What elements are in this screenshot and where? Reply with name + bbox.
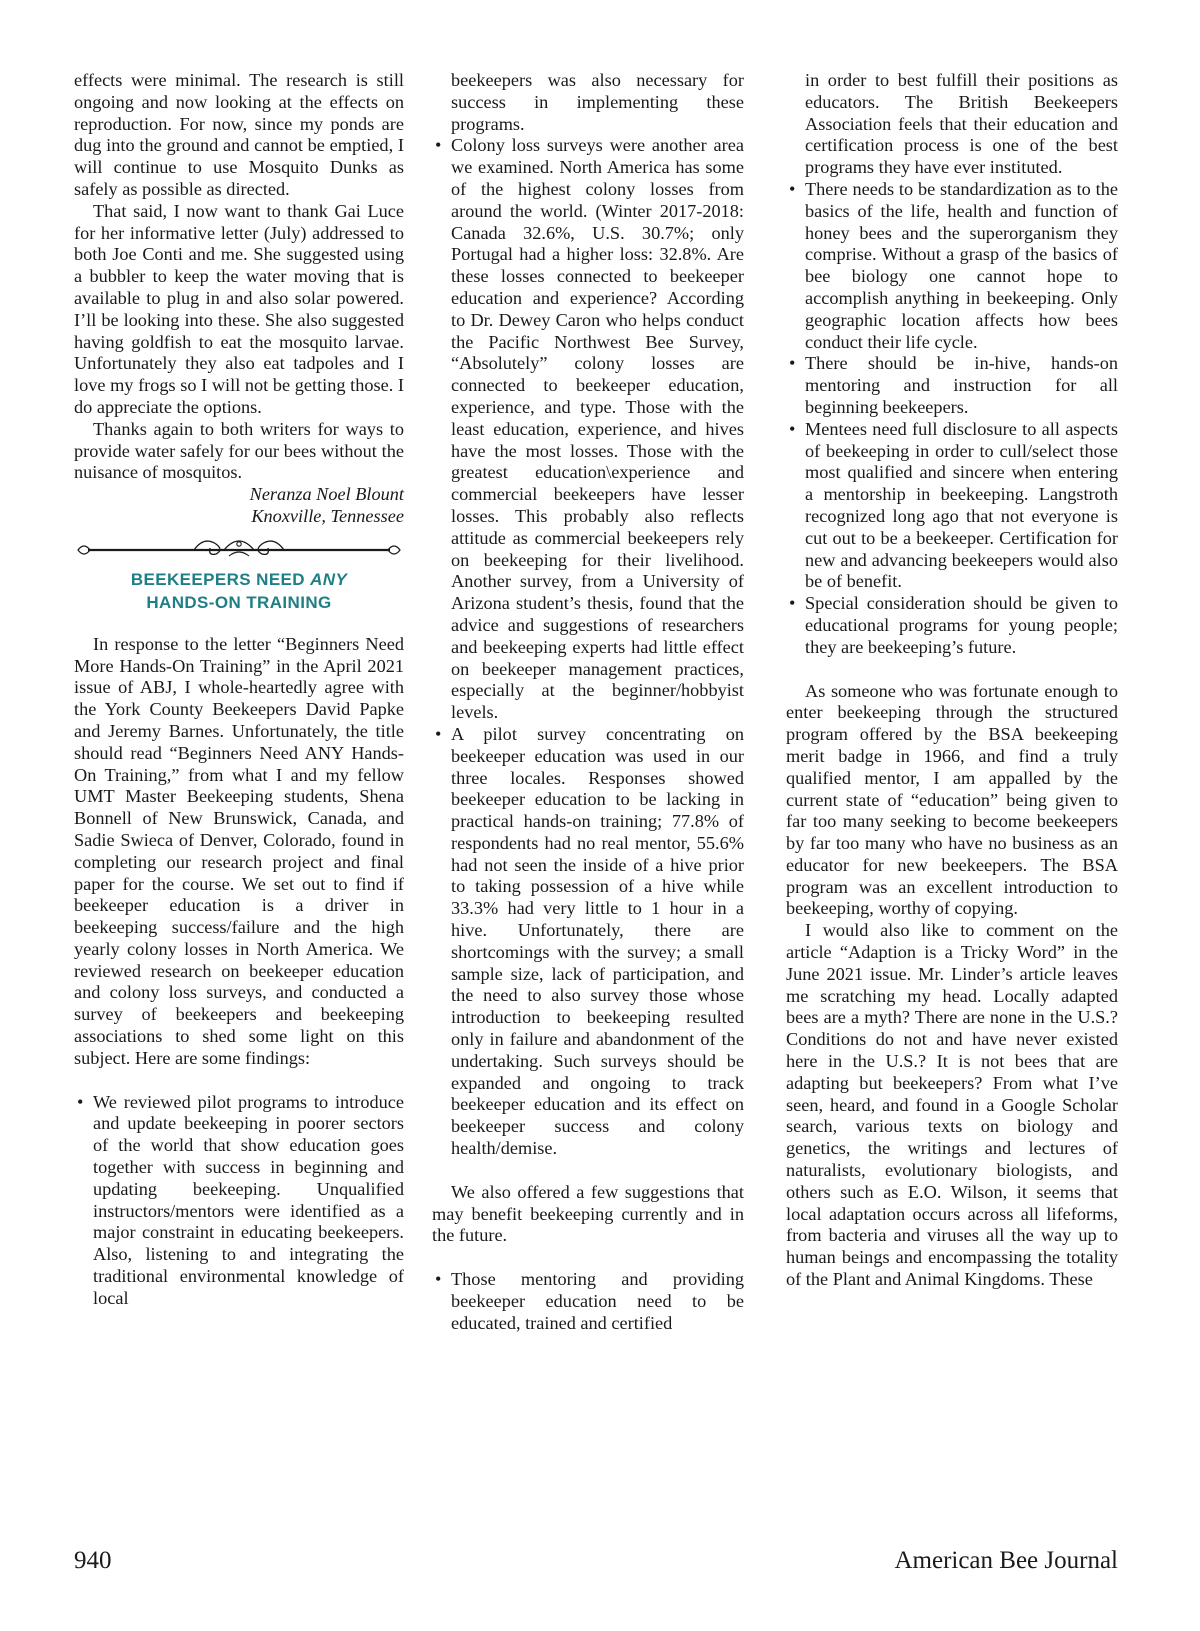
suggestions-list <box>432 1269 744 1334</box>
list-item: • There needs to be standardization as to the basics of the life, health and function of honey bees and the superorganism they comprise. Without a grasp of the basics of bee biology one cannot hope to accomplish anything in beekeeping. Only geographic location affects how bees conduct their life cycle. <box>786 179 1118 353</box>
findings-list <box>432 135 744 1159</box>
headline-emphasis: ANY <box>310 569 348 589</box>
list-item: • Those mentoring and providing beekeeper education need to be educated, trained and certified <box>432 1269 744 1334</box>
list-item: • Special consideration should be given to educational programs for young people; they are beekeeping’s future. <box>786 593 1118 658</box>
list-item: • Mentees need full disclosure to all aspects of beekeeping in order to cull/select those most qualified and sincere when entering a mentorship in beekeeping. Langstroth recognized long ago that not everyone is cut out to be a beekeeper. Certification for new and advancing beekeepers would also be of benefit. <box>786 419 1118 593</box>
column-1 <box>74 70 404 1310</box>
paragraph: As someone who was fortunate enough to enter beekeeping through the structured program offered by the BSA beekeeping merit badge in 1966, and find a truly qualified mentor, I am appalled by the current state of “education” being given to far too many seeking to become beekeepers by far too many who have no business as an educator for new beekeepers. The BSA program was an excellent introduction to beekeeping, worthy of copying. <box>786 680 1118 919</box>
headline-text: BEEKEEPERS NEED <box>130 569 311 589</box>
list-item-continuation: in order to best fulfill their positions as educators. The British Beekeepers Association feels that their education and certification process is one of the best programs they have ever instituted. <box>805 70 1118 178</box>
list-item: • There should be in-hive, hands-on mentoring and instruction for all beginning beekeepers. <box>786 353 1118 418</box>
paragraph: That said, I now want to thank Gai Luce for her informative letter (July) addressed to both Joe Conti and me. She suggested using a bubbler to keep the water moving that is available to plug in and also solar powered. I’ll be looking into these. She also suggested having goldfish to eat the mosquito larvae. Unfortunately they also eat tadpoles and I love my frogs so I will not be getting those. I do appreciate the options. <box>74 200 404 417</box>
column-3 <box>786 70 1118 1291</box>
suggestions-list <box>786 179 1118 659</box>
paragraph: Thanks again to both writers for ways to provide water safely for our bees without the nuisance of mosquitos. <box>74 418 404 483</box>
signature-name: Neranza Noel Blount <box>249 484 404 505</box>
paragraph: effects were minimal. The research is still ongoing and now looking at the effects on reproduction. For now, since my ponds are dug into the ground and cannot be emptied, I will continue to use Mosquito Dunks as safely as possible as directed. <box>74 70 404 199</box>
page-number: 940 <box>74 1547 112 1574</box>
findings-list <box>74 1092 404 1310</box>
headline-text: HANDS-ON TRAINING <box>146 592 332 612</box>
ornamental-divider-icon <box>74 534 404 564</box>
section-headline <box>74 568 404 614</box>
journal-name: American Bee Journal <box>894 1547 1118 1574</box>
paragraph: We also offered a few suggestions that may benefit beekeeping currently and in the future. <box>432 1181 744 1246</box>
signature <box>74 484 404 528</box>
list-item: • A pilot survey concentrating on beekeeper education was used in our three locales. Responses showed beekeeper education to be lacking in practical hands-on training; 77.8% of respondents had no real mentor, 55.6% had not seen the inside of a hive prior to taking possession of a hive while 33.3% had very little to 1 hour in a hive. Unfortunately, there are shortcomings with the survey; a small sample size, lack of participation, and the need to also survey those whose introduction to beekeeping resulted only in failure and abandonment of the undertaking. Such surveys should be expanded and ongoing to track beekeeper education and its effect on beekeeper success and colony health/demise. <box>432 724 744 1160</box>
list-item: • We reviewed pilot programs to introduce and update beekeeping in poorer sectors of the world that show education goes together with success in beginning and updating beekeeping. Unqualified instructors/mentors were identified as a major constraint in educating beekeepers. Also, listening to and integrating the traditional environmental knowledge of local <box>74 1092 404 1310</box>
list-item: • Colony loss surveys were another area we examined. North America has some of the highest colony losses from around the world. (Winter 2017-2018: Canada 32.6%, U.S. 30.7%; only Portugal had a higher loss: 32.8%. Are these losses connected to beekeeper education and experience? According to Dr. Dewey Caron who helps conduct the Pacific Northwest Bee Survey, “Absolutely” colony losses are connected to beekeeper education, experience, and type. Those with the least education, experience, and hives have the most losses. Those with the greatest education\experience and commercial beekeepers have lesser losses. This probably also reflects attitude as commercial beekeepers rely on beekeeping for their livelihood. Another survey, from a University of Arizona student’s thesis, found that the advice and suggestions of researchers and beekeeping experts had little effect on beekeeper management practices, especially at the beginner/hobbyist levels. <box>432 135 744 724</box>
paragraph: In response to the letter “Beginners Need More Hands-On Training” in the April 2021 issue of ABJ, I whole-heartedly agree with the York County Beekeepers David Papke and Jeremy Barnes. Unfortunately, the title should read “Beginners Need ANY Hands-On Training,” from what I and my fellow UMT Master Beekeeping students, Shena Bonnell of New Brunswick, Canada, and Sadie Swieca of Denver, Colorado, found in completing our research project and final paper for the course. We set out to find if beekeeper education is a driver in beekeeping success/failure and the high yearly colony losses in North America. We reviewed research on beekeeper education and colony loss surveys, and conducted a survey of beekeepers and beekeeping associations to shed some light on this subject. Here are some findings: <box>74 633 404 1068</box>
paragraph: I would also like to comment on the article “Adaption is a Tricky Word” in the June 2021 issue. Mr. Linder’s article leaves me scratching my head. Locally adapted bees are a myth? There are none in the U.S.? Conditions do not and have never existed here in the U.S.? It is not bees that are adapting but beekeepers? From what I’ve seen, heard, and found in a Google Scholar search, various texts on biology and genetics, the writings and lectures of naturalists, evolutionary biologists, and others such as E.O. Wilson, it seems that local adaptation occurs across all lifeforms, from bacteria and viruses all the way up to human beings and encompassing the totality of the Plant and Animal Kingdoms. These <box>786 920 1118 1290</box>
signature-location: Knoxville, Tennessee <box>251 505 404 526</box>
list-item-continuation: beekeepers was also necessary for success in implementing these programs. <box>451 70 744 134</box>
column-2 <box>432 70 744 1335</box>
